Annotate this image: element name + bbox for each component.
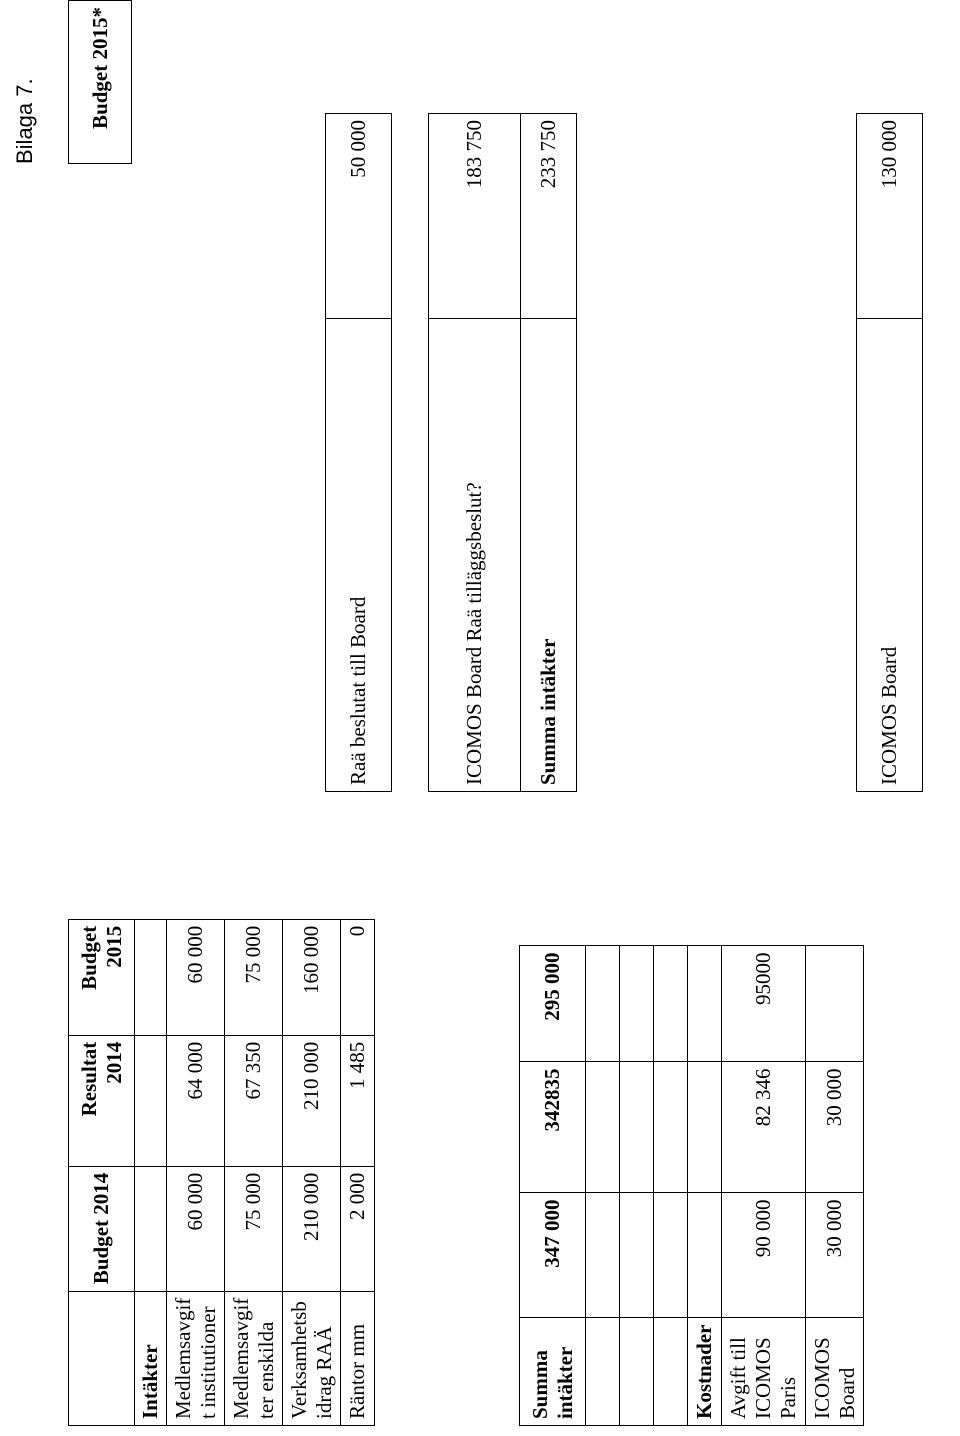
row-label: Medlemsavgif ter enskilda (225, 1291, 283, 1425)
header-budget-2014: Budget 2014 (69, 1166, 135, 1291)
board-label: ICOMOS Board Raä tilläggsbeslut? (429, 319, 521, 792)
icomos-board-label: ICOMOS Board (857, 319, 923, 792)
summa-row (520, 946, 586, 1426)
summary-cost-table (519, 946, 864, 1427)
header-budget-2015: Budget 2015 (69, 919, 135, 1035)
kostnader-heading: Kostnader (688, 1318, 722, 1426)
table-row (225, 919, 283, 1425)
cell-budget-2015 (806, 946, 864, 1062)
budget-2015-header: Budget 2015* (69, 1, 132, 164)
cell-resultat-2014: 67 350 (225, 1035, 283, 1166)
row-label: Medlemsavgif t institutioner (167, 1291, 225, 1425)
table-row (722, 946, 806, 1426)
cell-resultat-2014: 30 000 (806, 1062, 864, 1193)
summa-label: Summa intäkter (520, 1318, 586, 1426)
summa-budget-2015: 295 000 (520, 946, 586, 1062)
raa-value: 50 000 (326, 114, 392, 319)
cell-budget-2014: 30 000 (806, 1193, 864, 1318)
cell-budget-2014: 2 000 (341, 1166, 375, 1291)
budget-2015-header-box (68, 0, 132, 164)
header-empty (69, 1291, 135, 1425)
appendix-label: Bilaga 7. (12, 78, 37, 164)
intakter-heading: Intäkter (135, 1291, 167, 1425)
board-value: 183 750 (429, 114, 521, 319)
table-row (167, 919, 225, 1425)
row-label: Avgift till ICOMOS Paris (722, 1318, 806, 1426)
row-label: ICOMOS Board (806, 1318, 864, 1426)
raa-box (325, 113, 392, 792)
cell-budget-2015: 60 000 (167, 919, 225, 1035)
table-row (341, 919, 375, 1425)
cell-budget-2015: 0 (341, 919, 375, 1035)
cell-budget-2015: 75 000 (225, 919, 283, 1035)
cell-budget-2014: 60 000 (167, 1166, 225, 1291)
row-label: Verksamhetsb idrag RAÄ (283, 1291, 341, 1425)
cell-budget-2014: 75 000 (225, 1166, 283, 1291)
row-label: Räntor mm (341, 1291, 375, 1425)
cell-resultat-2014: 64 000 (167, 1035, 225, 1166)
cell-budget-2015: 160 000 (283, 919, 341, 1035)
cell-budget-2014: 210 000 (283, 1166, 341, 1291)
cell-budget-2014: 90 000 (722, 1193, 806, 1318)
table-row (283, 919, 341, 1425)
cell-resultat-2014: 1 485 (341, 1035, 375, 1166)
header-resultat-2014: Resultat 2014 (69, 1035, 135, 1166)
board-box (428, 113, 577, 792)
cell-resultat-2014: 82 346 (722, 1062, 806, 1193)
icomos-board-value: 130 000 (857, 114, 923, 319)
summa-intakter-label: Summa intäkter (521, 319, 577, 792)
raa-label: Raä beslutat till Board (326, 319, 392, 792)
cell-budget-2015: 95000 (722, 946, 806, 1062)
table-row (806, 946, 864, 1426)
summa-budget-2014: 347 000 (520, 1193, 586, 1318)
summa-resultat-2014: 342835 (520, 1062, 586, 1193)
summa-intakter-value: 233 750 (521, 114, 577, 319)
cell-resultat-2014: 210 000 (283, 1035, 341, 1166)
budget-table (68, 919, 375, 1426)
icomos-board-box (856, 113, 923, 792)
